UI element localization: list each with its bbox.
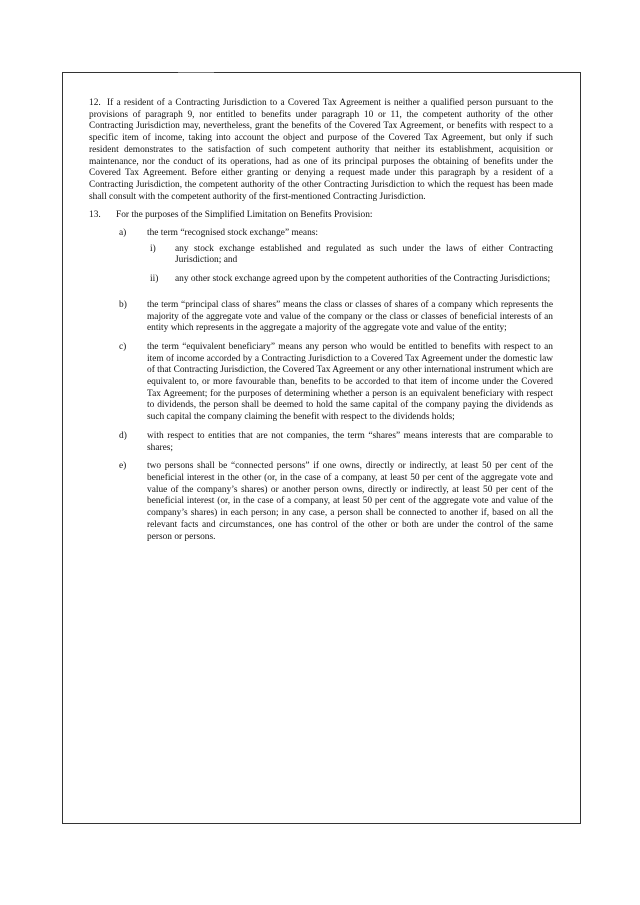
item-text: with respect to entities that are not companies, the term “shares” means interests that are comparable to shares; [147, 430, 553, 453]
list-item [116, 431, 553, 454]
item-label: d) [119, 430, 127, 441]
item-label: b) [119, 299, 127, 310]
sub-item [147, 244, 553, 267]
list-item [116, 461, 553, 543]
item-label: c) [119, 341, 127, 352]
item-text: two persons shall be “connected persons” if one owns, directly or indirectly, at least 50 per cent of the beneficial interest in the other (or, in the case of a company, at least 50 per cent of the aggregate vote and value of the company’s shares) or another person owns, directly or indirectly, at least 50 per cent of the beneficial interest (or, in the case of a company, at least 50 per cent of the aggregate vote and value of the company’s shares) in each person; in any case, a person shall be connected to another if, based on all the relevant facts and circumstances, one has control of the other or both are under the control of the same person or persons. [147, 461, 553, 542]
top-mark [178, 72, 214, 73]
document-body [89, 98, 553, 550]
sub-item-text: any other stock exchange agreed upon by the competent authorities of the Contracting Jurisdictions; [175, 274, 551, 285]
list-item [116, 342, 553, 424]
paragraph-12 [89, 98, 553, 203]
sub-item-label: ii) [150, 274, 159, 285]
paragraph-intro: For the purposes of the Simplified Limitation on Benefits Provision: [116, 210, 373, 221]
paragraph-number: 12. [89, 98, 101, 108]
item-label: a) [119, 228, 127, 239]
list-item [116, 228, 553, 293]
sub-item-text: any stock exchange established and regulated as such under the laws of either Contracting Jurisdiction; and [175, 243, 553, 266]
sub-item-label: i) [150, 243, 156, 254]
item-text: the term “equivalent beneficiary” means any person who would be entitled to benefits with respect to an item of income accorded by a Contracting Jurisdiction to a Covered Tax Agreement under the domestic law of that Contracting Jurisdiction, the Covered Tax Agreement or any other international instrument which are equivalent to, or more favourable than, benefits to be accorded to that item of income under the Covered Tax Agreement; for the purposes of determining whether a person is an equivalent beneficiary with respect to dividends, the person shall be deemed to hold the same capital of the company paying the dividends as such capital the company claiming the benefit with respect to the dividends holds; [147, 341, 553, 423]
item-label: e) [119, 461, 127, 472]
paragraph-text: If a resident of a Contracting Jurisdiction to a Covered Tax Agreement is neither a qualified person pursuant to the provisions of paragraph 9, nor entitled to benefits under paragraph 10 or 11, the competent authority of the other Contracting Jurisdiction may, nevertheless, grant the benefits of the Covered Tax Agreement, or benefits with respect to a specific item of income, taking into account the object and purpose of the Covered Tax Agreement, but only if such resident demonstrates to the satisfaction of such competent authority that neither its establishment, acquisition or maintenance, nor the conduct of its operations, had as one of its principal purposes the obtaining of benefits under the Covered Tax Agreement. Before either granting or denying a request made under this paragraph by a resident of a Contracting Jurisdiction, the competent authority of the other Contracting Jurisdiction to which the request has been made shall consult with the competent authority of the first-mentioned Contracting Jurisdiction. [89, 98, 553, 202]
paragraph-number: 13. [89, 210, 101, 221]
list-item [116, 300, 553, 335]
sub-item [147, 274, 553, 286]
definitions-list [89, 228, 553, 543]
paragraph-13 [89, 210, 553, 222]
item-text: the term “principal class of shares” means the class or classes of shares of a company which represents the majority of the aggregate vote and value of the company or the class or classes of beneficial interests of an entity which represents in the aggregate a majority of the aggregate vote and value of the entity; [147, 299, 553, 334]
item-text: the term “recognised stock exchange” means: [147, 228, 319, 239]
